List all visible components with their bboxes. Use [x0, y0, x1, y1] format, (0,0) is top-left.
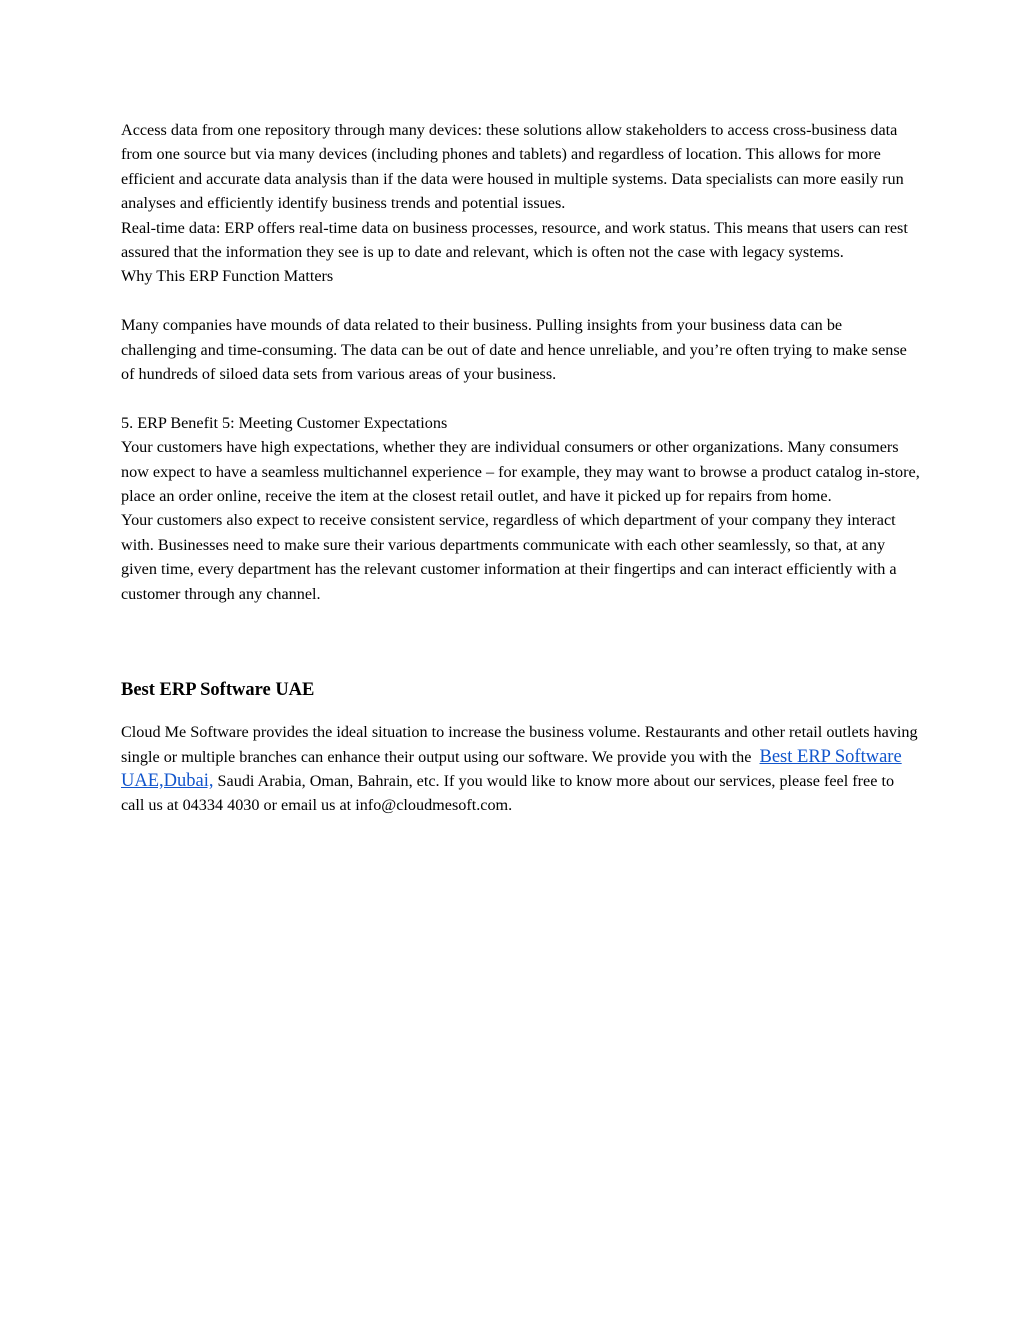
- subheading-erp-benefit-5: 5. ERP Benefit 5: Meeting Customer Expectations: [121, 413, 448, 432]
- paragraph-mounds-of-data: Many companies have mounds of data related to their business. Pulling insights from your business data can be challenging and time-consuming. The data can be out of date and hence unreliable, and you’re often trying to make sense of hundreds of siloed data sets from various areas of your business.: [121, 316, 907, 384]
- subheading-why-erp-matters: Why This ERP Function Matters: [121, 267, 334, 286]
- blank-line: [121, 289, 921, 313]
- paragraph-consistent-service: Your customers also expect to receive consistent service, regardless of which department of your company they interact with. Businesses need to make sure their various departments communicate with each other seamlessly, so that, at any given time, every department has the relevant customer information at their fingertips and can interact efficiently with a customer through any channel.: [121, 511, 897, 603]
- closing-text-before-link: Cloud Me Software provides the ideal situation to increase the business volume. Restaurants and other retail outlets having single or multiple branches can enhance their output using our software. We provide you with the: [121, 723, 918, 766]
- closing-paragraph: [121, 720, 921, 818]
- document-page: [121, 118, 921, 818]
- blank-line: [121, 386, 921, 410]
- section-heading: Best ERP Software UAE: [121, 680, 315, 701]
- best-erp-software-link[interactable]: Best ERP Software UAE,Dubai,: [121, 746, 902, 791]
- paragraph-customer-expectations: Your customers have high expectations, whether they are individual consumers or other organizations. Many consumers now expect to have a seamless multichannel experience – for example, they may want to browse a product catalog in-store, place an order online, receive the item at the closest retail outlet, and have it picked up for repairs from home.: [121, 438, 920, 506]
- closing-text-after-link: Saudi Arabia, Oman, Bahrain, etc. If you would like to know more about our services, please feel free to call us at 04334 4030 or email us at info@cloudmesoft.com.: [121, 771, 895, 815]
- paragraph-access-data: Access data from one repository through many devices: these solutions allow stakeholders to access cross-business data from one source but via many devices (including phones and tablets) and regardless of location. This allows for more efficient and accurate data analysis than if the data were housed in multiple systems. Data specialists can more easily run analyses and efficiently identify business trends and potential issues.: [121, 121, 904, 213]
- paragraph-real-time-data: Real-time data: ERP offers real-time data on business processes, resource, and work status. This means that users can rest assured that the information they see is up to date and relevant, which is often not the case with legacy systems.: [121, 218, 908, 262]
